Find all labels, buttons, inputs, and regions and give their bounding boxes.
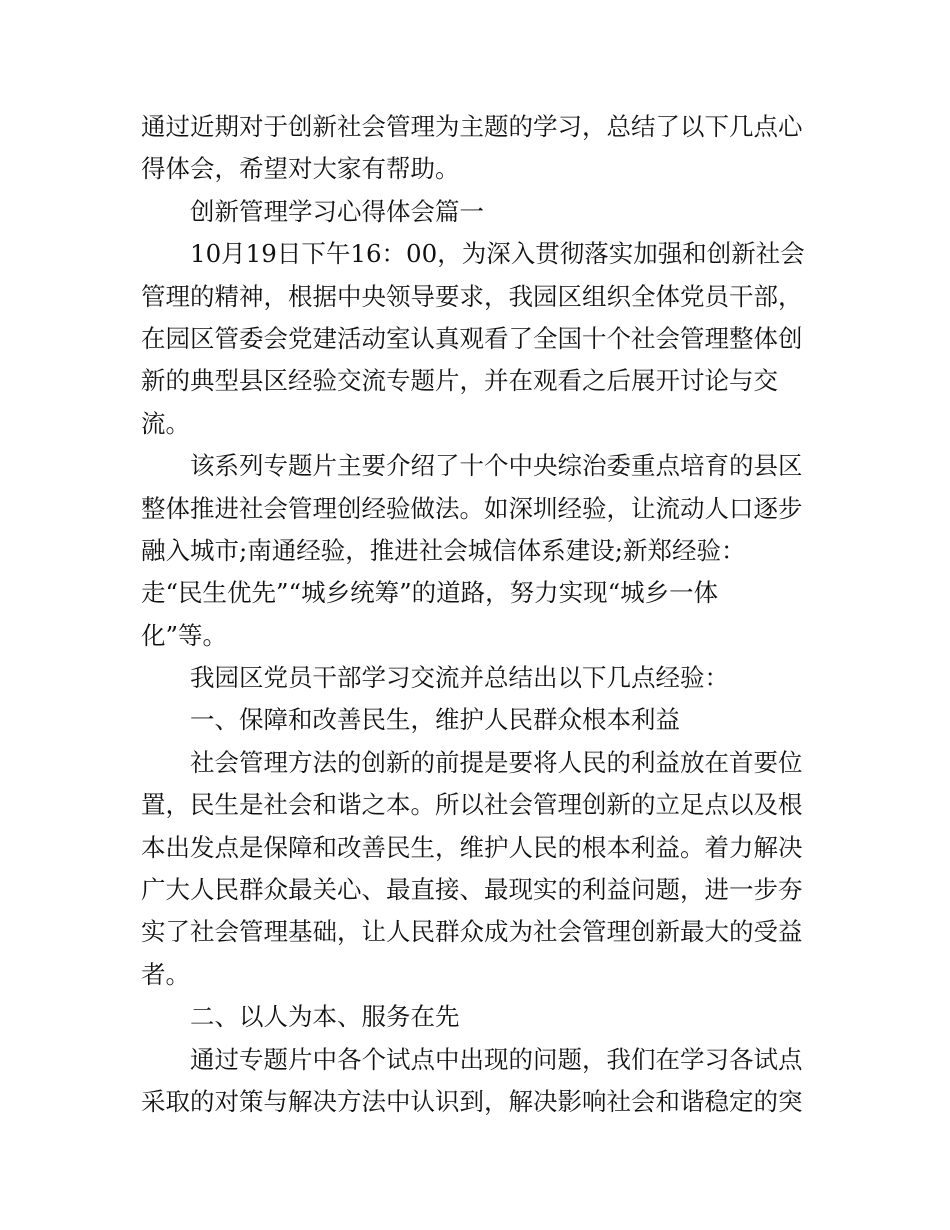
text-line: 管理的精神，根据中央领导要求，我园区组织全体党员干部， [141,281,803,311]
text-line: 者。 [141,959,190,989]
text-line: 流。 [141,408,190,438]
text-line: 置，民生是社会和谐之本。所以社会管理创新的立足点以及根 [141,790,803,820]
text-line: 社会管理方法的创新的前提是要将人民的利益放在首要位 [190,747,803,777]
text-line: 二、以人为本、服务在先 [190,1002,460,1032]
text-line: 该系列专题片主要介绍了十个中央综治委重点培育的县区 [190,451,803,481]
text-line: 通过专题片中各个试点中出现的问题，我们在学习各试点 [190,1044,803,1074]
text-line: 本出发点是保障和改善民生，维护人民的根本利益。着力解决 [141,832,803,862]
text-line: 通过近期对于创新社会管理为主题的学习，总结了以下几点心 [141,112,803,141]
text-line: 创新管理学习心得体会篇一 [190,196,484,226]
text-line: 广大人民群众最关心、最直接、最现实的利益问题，进一步夯 [141,875,803,905]
text-line: 整体推进社会管理创经验做法。如深圳经验，让流动人口逐步 [141,493,803,523]
text-line: 新的典型县区经验交流专题片，并在观看之后展开讨论与交 [141,366,778,396]
document-body [141,106,813,1123]
text-line: 化”等。 [141,620,228,650]
text-line: 走“民生优先”“城乡统筹”的道路，努力实现“城乡一体 [141,578,719,608]
text-line: 我园区党员干部学习交流并总结出以下几点经验： [190,663,729,693]
text-line: 融入城市;南通经验，推进社会城信体系建设;新郑经验： [141,535,746,565]
text-line: 一、保障和改善民生，维护人民群众根本利益 [190,705,680,735]
text-line: 在园区管委会党建活动室认真观看了全国十个社会管理整体创 [141,323,803,353]
text-line: 采取的对策与解决方法中认识到，解决影响社会和谐稳定的突 [141,1086,803,1116]
text-line: 10月19日下午16：00，为深入贯彻落实加强和创新社会 [190,239,805,269]
text-line: 得体会，希望对大家有帮助。 [141,154,460,184]
text-line: 实了社会管理基础，让人民群众成为社会管理创新最大的受益 [141,917,803,947]
